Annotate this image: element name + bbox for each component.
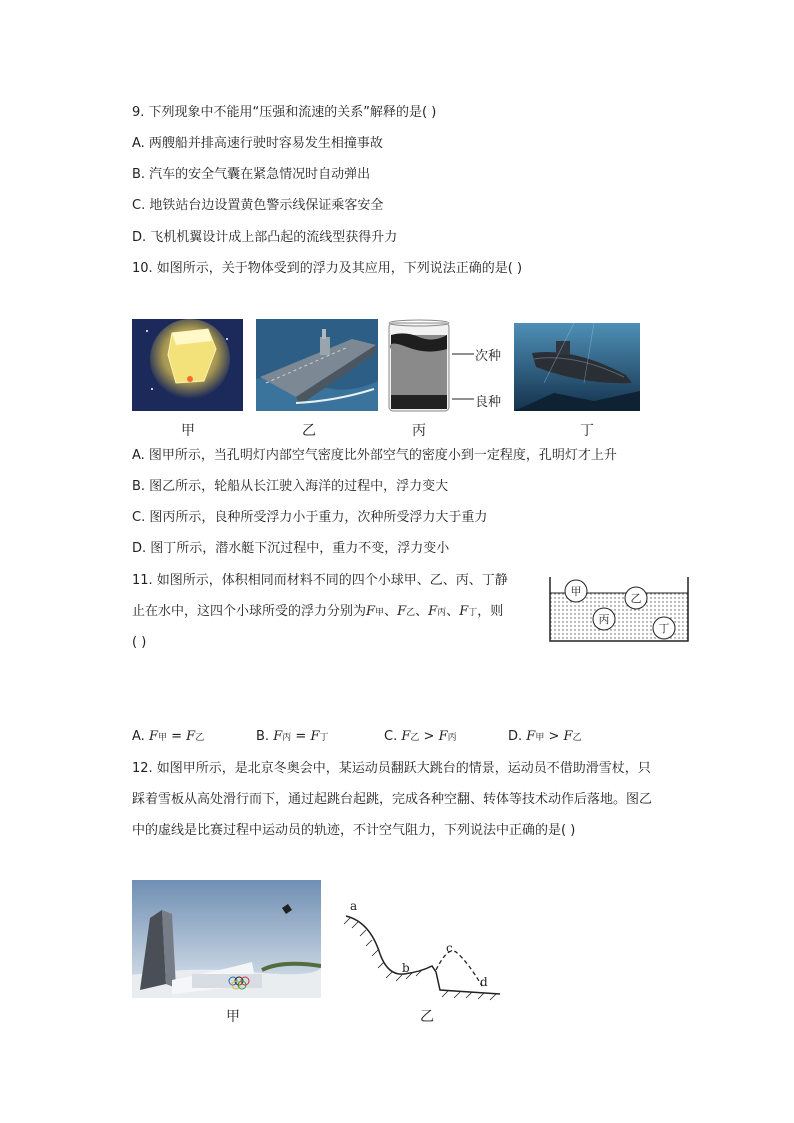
q9-stem: 9. 下列现象中不能用“压强和流速的关系”解释的是( ) bbox=[132, 105, 437, 120]
q10-option-c: C. 图丙所示，良种所受浮力小于重力，次种所受浮力大于重力 bbox=[132, 510, 488, 525]
q9-option-b: B. 汽车的安全气囊在紧急情况时自动弹出 bbox=[132, 167, 371, 182]
q11-option-c: C. F乙 > F丙 bbox=[384, 729, 457, 744]
q11-stem-line1: 11. 如图所示，体积相同而材料不同的四个小球甲、乙、丙、丁静 bbox=[132, 573, 508, 588]
q12-stem-line2: 踩着雪板从高处滑行而下，通过起跳台起跳，完成各种空翻、转体等技术动作后落地。图乙 bbox=[132, 792, 653, 807]
q9-option-a: A. 两艘船并排高速行驶时容易发生相撞事故 bbox=[132, 136, 383, 151]
q12-stem-line1: 12. 如图甲所示，是北京冬奥会中，某运动员翻跃大跳台的情景，运动员不借助滑雪杖，只 bbox=[132, 761, 651, 776]
point-c: c bbox=[446, 941, 453, 955]
ski-jump-photo bbox=[132, 880, 321, 998]
q9-option-d: D. 飞机机翼设计成上部凸起的流线型获得升力 bbox=[132, 230, 398, 245]
q10-caption-yi: 乙 bbox=[302, 423, 316, 439]
q11-stem-line2-prefix: 止在水中，这四个小球所受的浮力分别为 bbox=[132, 604, 367, 619]
q11-stem-line2-suffix: ，则 bbox=[477, 604, 504, 619]
ball-label-ding: 丁 bbox=[658, 622, 670, 635]
ball-label-bing: 丙 bbox=[598, 613, 610, 626]
ball-label-yi: 乙 bbox=[630, 592, 642, 605]
submarine-photo bbox=[514, 323, 640, 411]
q10-caption-ding: 丁 bbox=[580, 423, 594, 439]
ball-label-jia: 甲 bbox=[570, 585, 582, 598]
q10-option-d: D. 图丁所示，潜水艇下沉过程中，重力不变，浮力变小 bbox=[132, 541, 450, 556]
label-good-seed: 良种 bbox=[475, 395, 502, 410]
q11-stem-line3: ( ) bbox=[132, 635, 147, 650]
lantern-photo bbox=[132, 319, 243, 411]
ship-photo bbox=[256, 319, 378, 411]
q11-tank-figure bbox=[546, 573, 692, 645]
label-inferior-seed: 次种 bbox=[475, 349, 502, 364]
q11-option-d: D. F甲 > F乙 bbox=[508, 729, 582, 744]
q10-caption-bing: 丙 bbox=[412, 423, 426, 439]
q10-stem: 10. 如图所示，关于物体受到的浮力及其应用，下列说法正确的是( ) bbox=[132, 261, 523, 276]
q12-caption-yi: 乙 bbox=[420, 1009, 434, 1025]
trajectory-diagram bbox=[340, 894, 502, 1002]
q10-option-a: A. 图甲所示，当孔明灯内部空气密度比外部空气的密度小到一定程度，孔明灯才上升 bbox=[132, 448, 617, 463]
q9-option-c: C. 地铁站台边设置黄色警示线保证乘客安全 bbox=[132, 198, 384, 213]
q10-option-b: B. 图乙所示，轮船从长江驶入海洋的过程中，浮力变大 bbox=[132, 479, 449, 494]
beaker-pointer-lines bbox=[452, 349, 476, 404]
point-b: b bbox=[402, 961, 410, 975]
q11-stem-line2: 止在水中，这四个小球所受的浮力分别为F甲、F乙、F丙、F丁，则 bbox=[132, 604, 504, 619]
point-a: a bbox=[350, 899, 358, 913]
q12-stem-line3: 中的虚线是比赛过程中运动员的轨迹，不计空气阻力，下列说法中正确的是( ) bbox=[132, 823, 576, 838]
q12-caption-jia: 甲 bbox=[226, 1009, 240, 1025]
beaker-photo bbox=[387, 319, 453, 414]
q11-option-a: A. F甲 = F乙 bbox=[132, 729, 205, 744]
q10-caption-jia: 甲 bbox=[181, 423, 195, 439]
point-d: d bbox=[480, 975, 488, 989]
q11-option-b: B. F丙 = F丁 bbox=[256, 729, 329, 744]
